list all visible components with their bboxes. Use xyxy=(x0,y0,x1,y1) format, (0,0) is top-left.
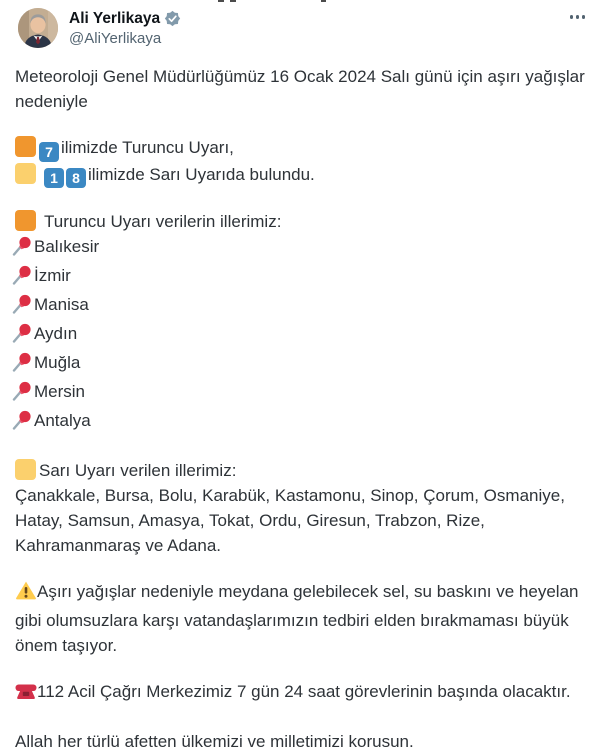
orange-section-header xyxy=(15,209,586,234)
clipped-text-artifact xyxy=(230,0,236,2)
paragraph-emergency-line xyxy=(15,679,586,708)
keycap-digit-emoji: 1 xyxy=(44,168,64,188)
city-item xyxy=(12,408,586,437)
paragraph-intro: Meteoroloji Genel Müdürlüğümüz 16 Ocak 2024 Salı günü için aşırı yağışlar nedeniyle xyxy=(15,67,585,111)
yellow-section-header xyxy=(15,458,586,483)
avatar-portrait xyxy=(18,8,58,48)
tweet-text xyxy=(15,64,586,754)
pushpin-icon xyxy=(12,264,33,292)
pushpin-icon xyxy=(12,322,33,350)
user-handle[interactable]: @AliYerlikaya xyxy=(69,30,162,47)
yellow-warning-section xyxy=(15,458,586,558)
yellow-cities-text: Çanakkale, Bursa, Bolu, Karabük, Kastamonu, Sinop, Çorum, Osmaniye, Hatay, Samsun, Amasya, Tokat, Ordu, Giresun, Trabzon, Rize, Kahramanmaraş ve Adana. xyxy=(15,486,565,555)
caution-text: Aşırı yağışlar nedeniyle meydana gelebilecek sel, su baskını ve heyelan gibi olumsuzlara karşı vatandaşlarımızın tedbiri elden bırakmaması büyük önem taşıyor. xyxy=(15,582,579,655)
city-name: Muğla xyxy=(34,353,81,372)
pushpin-icon xyxy=(12,409,33,437)
city-name: Balıkesir xyxy=(34,237,100,256)
pushpin-icon xyxy=(12,235,33,263)
ellipsis-dot xyxy=(570,15,574,19)
clipped-text-artifact xyxy=(321,0,326,2)
ellipsis-dot xyxy=(576,15,580,19)
ellipsis-dot xyxy=(582,15,586,19)
orange-header-text: Turuncu Uyarı verilerin illerimiz: xyxy=(44,212,282,231)
city-name: Mersin xyxy=(34,382,86,401)
avatar[interactable] xyxy=(18,8,58,48)
paragraph-closing: Allah her türlü afetten ülkemizi ve milletimizi korusun. xyxy=(15,732,414,751)
warning-triangle-icon xyxy=(15,580,37,608)
city-item xyxy=(12,234,586,263)
yellow-square-emoji xyxy=(15,163,36,184)
emergency-text: 112 Acil Çağrı Merkezimiz 7 gün 24 saat görevlerinin başında olacaktır. xyxy=(37,682,571,701)
orange-square-emoji xyxy=(15,210,36,231)
paragraph-alert-counts xyxy=(15,135,586,188)
city-item xyxy=(12,321,586,350)
yellow-square-emoji xyxy=(15,459,36,480)
orange-line-text: ilimizde Turuncu Uyarı, xyxy=(61,138,234,157)
keycap-digit-emoji: 8 xyxy=(66,168,86,188)
city-name: Antalya xyxy=(34,411,91,430)
orange-warning-section xyxy=(15,209,586,437)
display-name[interactable]: Ali Yerlikaya xyxy=(69,10,161,27)
paragraph-caution xyxy=(15,579,586,658)
clipped-text-artifact xyxy=(218,0,224,2)
pushpin-icon xyxy=(12,351,33,379)
keycap-digit-emoji: 7 xyxy=(39,142,59,162)
yellow-line-text: ilimizde Sarı Uyarıda bulundu. xyxy=(88,164,315,184)
pushpin-icon xyxy=(12,293,33,321)
city-name: Aydın xyxy=(34,324,78,343)
city-name: İzmir xyxy=(34,266,71,285)
more-options-button[interactable] xyxy=(566,11,590,23)
tweet-header xyxy=(18,8,586,48)
orange-city-list xyxy=(15,234,586,437)
telephone-icon xyxy=(15,681,37,708)
city-item xyxy=(12,379,586,408)
city-name: Manisa xyxy=(34,295,89,314)
yellow-header-text: Sarı Uyarı verilen illerimiz: xyxy=(39,461,237,480)
city-item xyxy=(12,350,586,379)
verified-badge-icon xyxy=(164,10,181,27)
name-block xyxy=(69,8,181,48)
yellow-alert-line xyxy=(15,162,586,189)
orange-alert-line xyxy=(15,135,586,162)
orange-square-emoji xyxy=(15,136,36,157)
city-item xyxy=(12,292,586,321)
pushpin-icon xyxy=(12,380,33,408)
city-item xyxy=(12,263,586,292)
